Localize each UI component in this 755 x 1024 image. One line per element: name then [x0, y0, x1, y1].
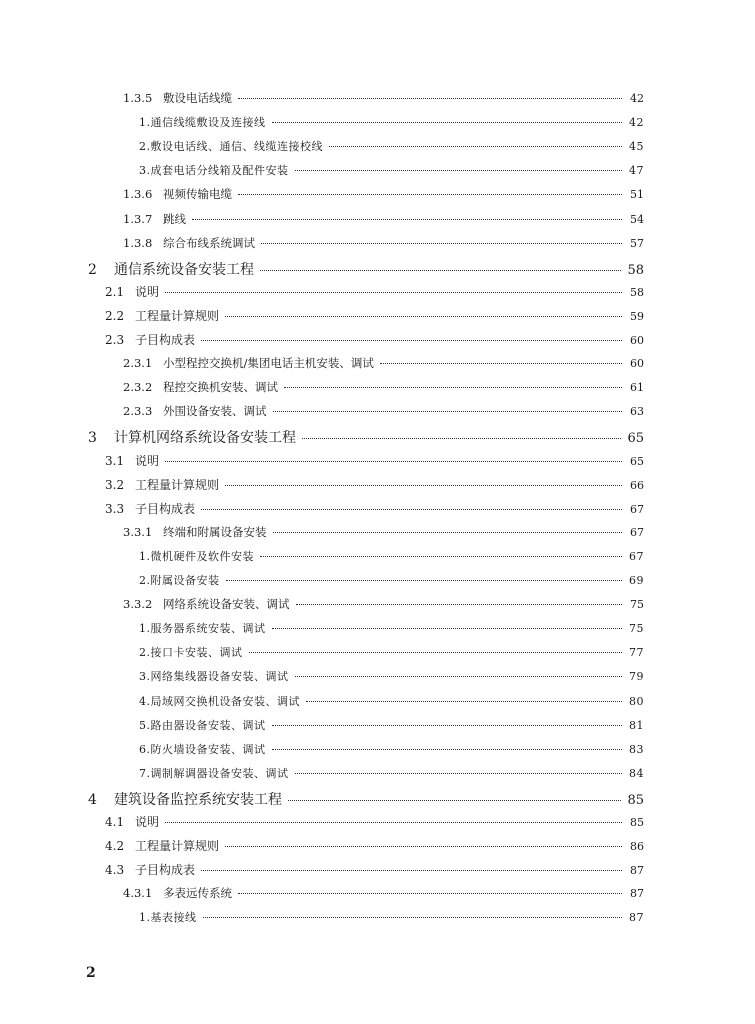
toc-leader-dots: [238, 193, 622, 195]
toc-entry[interactable]: [105, 331, 644, 348]
toc-entry-title: 说明: [135, 453, 160, 468]
toc-entry-title: 跳线: [163, 211, 186, 226]
toc-leader-dots: [273, 531, 623, 533]
toc-entry-number: 3.3.2: [123, 597, 153, 612]
toc-leader-dots: [165, 291, 622, 293]
toc-entry-title: 子目构成表: [135, 501, 196, 516]
toc-entry-number: 4.3.1: [123, 886, 153, 901]
toc-entry[interactable]: [123, 90, 644, 106]
toc-entry-page: 67: [630, 502, 644, 516]
toc-entry-title: 子目构成表: [135, 863, 196, 878]
toc-entry-page: 84: [629, 766, 644, 780]
toc-leader-dots: [165, 821, 622, 823]
toc-entry-title: 1.微机硬件及软件安装: [139, 549, 254, 563]
toc-entry[interactable]: [123, 379, 644, 395]
toc-entry-title: 敷设电话线缆: [163, 91, 232, 105]
toc-entry[interactable]: [105, 861, 644, 878]
toc-entry[interactable]: [105, 283, 644, 300]
toc-entry-title: 4.局域网交换机设备安装、调试: [139, 694, 300, 708]
toc-entry-page: 51: [630, 188, 644, 202]
toc-entry[interactable]: [105, 837, 644, 854]
toc-leader-dots: [192, 218, 622, 220]
toc-leader-dots: [201, 508, 622, 510]
toc-entry-title: 说明: [135, 284, 160, 299]
toc-entry-page: 54: [630, 212, 644, 226]
toc-entry[interactable]: [105, 307, 644, 324]
toc-entry-number: 3: [88, 430, 97, 447]
toc-entry-title: 7.调制解调器设备安装、调试: [139, 766, 289, 780]
toc-entry-page: 60: [630, 357, 644, 371]
toc-entry[interactable]: [139, 572, 644, 588]
toc-entry-number: 2.3.2: [123, 380, 153, 395]
toc-entry-title: 小型程控交换机/集团电话主机安装、调试: [163, 356, 374, 371]
toc-entry[interactable]: [139, 741, 644, 757]
toc-leader-dots: [272, 724, 623, 726]
toc-entry[interactable]: [139, 644, 644, 660]
toc-leader-dots: [295, 675, 623, 677]
toc-entry-number: 4.1: [105, 815, 125, 829]
toc-leader-dots: [249, 651, 623, 653]
toc-entry-page: 86: [630, 840, 644, 854]
toc-entry-title: 终端和附属设备安装: [163, 524, 267, 539]
toc-leader-dots: [380, 362, 622, 364]
toc-entry[interactable]: [105, 500, 644, 517]
toc-entry[interactable]: [88, 427, 644, 447]
toc-leader-dots: [225, 484, 622, 486]
toc-entry-title: 2.附属设备安装: [139, 574, 220, 587]
toc-entry-title: 工程量计算规则: [135, 477, 220, 492]
toc-leader-dots: [302, 437, 621, 439]
toc-entry-page: 69: [629, 574, 644, 587]
toc-entry-number: 2.3.3: [123, 404, 153, 419]
toc-entry[interactable]: [88, 259, 644, 279]
toc-entry-title: 1.服务器系统安装、调试: [139, 622, 266, 636]
toc-leader-dots: [201, 869, 622, 871]
toc-entry-page: 87: [630, 864, 644, 878]
toc-entry[interactable]: [123, 596, 644, 612]
toc-entry-page: 87: [630, 887, 644, 901]
toc-leader-dots: [260, 269, 621, 271]
toc-leader-dots: [272, 748, 623, 750]
toc-leader-dots: [306, 700, 622, 702]
toc-entry[interactable]: [139, 114, 644, 130]
toc-entry-number: 4.2: [105, 839, 125, 854]
toc-entry[interactable]: [88, 789, 644, 809]
toc-entry-title: 工程量计算规则: [135, 308, 220, 323]
toc-entry-title: 5.路由器设备安装、调试: [139, 718, 266, 732]
toc-entry-title: 外围设备安装、调试: [163, 404, 267, 419]
toc-entry-page: 67: [630, 525, 644, 539]
toc-entry-page: 42: [630, 92, 644, 105]
toc-entry-page: 61: [630, 381, 644, 395]
toc-entry-page: 59: [630, 309, 644, 323]
toc-entry-page: 79: [629, 670, 644, 684]
toc-entry-number: 1.3.7: [123, 211, 153, 226]
toc-entry-title: 建筑设备监控系统安装工程: [114, 791, 282, 808]
toc-entry-title: 网络系统设备安装、调试: [163, 597, 290, 612]
toc-entry[interactable]: [139, 693, 644, 709]
toc-entry-number: 2.2: [105, 308, 125, 323]
toc-entry-page: 85: [630, 816, 644, 829]
toc-entry-number: 2.1: [105, 284, 125, 299]
toc-leader-dots: [225, 315, 622, 317]
toc-leader-dots: [273, 410, 623, 412]
toc-leader-dots: [272, 121, 623, 123]
toc-entry[interactable]: [105, 452, 644, 469]
toc-entry[interactable]: [123, 885, 644, 901]
toc-entry[interactable]: [139, 909, 644, 925]
toc-entry-title: 计算机网络系统设备安装工程: [114, 430, 296, 447]
toc-entry-page: 65: [627, 431, 644, 447]
toc-leader-dots: [296, 603, 623, 605]
toc-entry-page: 75: [630, 598, 644, 612]
toc-leader-dots: [329, 145, 622, 147]
toc-leader-dots: [225, 845, 622, 847]
toc-entry-title: 3.成套电话分线箱及配件安装: [139, 164, 289, 178]
toc-entry-page: 45: [629, 140, 644, 154]
toc-entry[interactable]: [123, 355, 644, 371]
toc-entry-number: 3.1: [105, 453, 125, 468]
toc-entry-number: 2.3: [105, 333, 125, 347]
toc-entry-number: 3.3.1: [123, 524, 153, 539]
toc-leader-dots: [203, 916, 623, 918]
toc-entry-page: 65: [630, 454, 644, 468]
toc-entry-title: 工程量计算规则: [135, 839, 220, 854]
toc-entry-page: 47: [629, 164, 644, 178]
toc-entry-title: 视频传输电缆: [163, 187, 232, 202]
toc-entry[interactable]: [139, 620, 644, 636]
toc-leader-dots: [201, 339, 622, 341]
toc-entry-title: 2.接口卡安装、调试: [139, 646, 243, 660]
toc-leader-dots: [238, 892, 622, 894]
toc-entry[interactable]: [139, 717, 644, 733]
toc-entry-title: 3.网络集线器设备安装、调试: [139, 670, 289, 684]
toc-entry-page: 66: [630, 478, 644, 492]
toc-entry[interactable]: [139, 765, 644, 781]
toc-entry-title: 1.基表接线: [139, 911, 197, 925]
toc-entry-page: 60: [630, 334, 644, 347]
toc-leader-dots: [165, 460, 622, 462]
toc-entry[interactable]: [123, 403, 644, 419]
toc-entry-title: 通信系统设备安装工程: [114, 261, 254, 278]
toc-entry-page: 80: [629, 694, 644, 708]
toc-entry[interactable]: [139, 138, 644, 154]
toc-entry[interactable]: [139, 668, 644, 684]
toc-entry-title: 程控交换机安装、调试: [163, 380, 278, 395]
toc-entry-page: 87: [629, 911, 644, 925]
toc-leader-dots: [295, 169, 623, 171]
toc-entry[interactable]: [123, 235, 644, 251]
toc-entry-title: 6.防火墙设备安装、调试: [139, 742, 266, 756]
toc-entry-page: 42: [629, 116, 644, 130]
toc-entry-page: 58: [630, 285, 644, 299]
toc-entry-page: 81: [629, 718, 644, 732]
toc-entry-title: 多表远传系统: [163, 886, 232, 901]
toc-leader-dots: [238, 97, 622, 99]
toc-entry[interactable]: [139, 162, 644, 178]
toc-entry[interactable]: [139, 548, 644, 564]
toc-leader-dots: [284, 386, 622, 388]
toc-entry-page: 67: [629, 549, 644, 563]
toc-entry-number: 1.3.6: [123, 187, 153, 202]
toc-entry-number: 3.2: [105, 477, 125, 492]
toc-leader-dots: [226, 579, 623, 581]
toc-entry-title: 综合布线系统调试: [163, 235, 255, 250]
toc-leader-dots: [272, 627, 623, 629]
toc-entry-title: 2.敷设电话线、通信、线缆连接校线: [139, 140, 323, 154]
toc-entry-page: 75: [629, 622, 644, 636]
toc-entry[interactable]: [123, 211, 644, 227]
toc-entry-number: 1.3.5: [123, 91, 153, 105]
toc-leader-dots: [288, 799, 621, 801]
toc-entry-title: 说明: [135, 815, 160, 829]
toc-entry-number: 3.3: [105, 501, 125, 516]
toc-leader-dots: [295, 772, 623, 774]
toc-entry-page: 77: [629, 646, 644, 660]
toc-entry[interactable]: [123, 186, 644, 202]
toc-entry-page: 83: [629, 742, 644, 756]
footer-page-number: 2: [86, 965, 96, 981]
toc-entry-title: 子目构成表: [135, 333, 196, 347]
toc-entry-page: 57: [630, 236, 644, 250]
toc-entry-number: 2.3.1: [123, 356, 153, 371]
toc-entry-number: 4: [88, 791, 97, 808]
toc-leader-dots: [261, 242, 622, 244]
toc-entry[interactable]: [123, 524, 644, 540]
toc-entry-page: 58: [627, 262, 644, 278]
toc-entry[interactable]: [105, 813, 644, 830]
toc-entry-page: 63: [630, 405, 644, 419]
toc-entry-number: 4.3: [105, 863, 125, 878]
toc-entry-page: 85: [627, 792, 644, 808]
toc-entry-title: 1.通信线缆敷设及连接线: [139, 116, 266, 130]
toc-entry-number: 1.3.8: [123, 235, 153, 250]
toc-entry[interactable]: [105, 476, 644, 493]
toc-entry-number: 2: [88, 261, 97, 278]
toc-leader-dots: [260, 555, 622, 557]
